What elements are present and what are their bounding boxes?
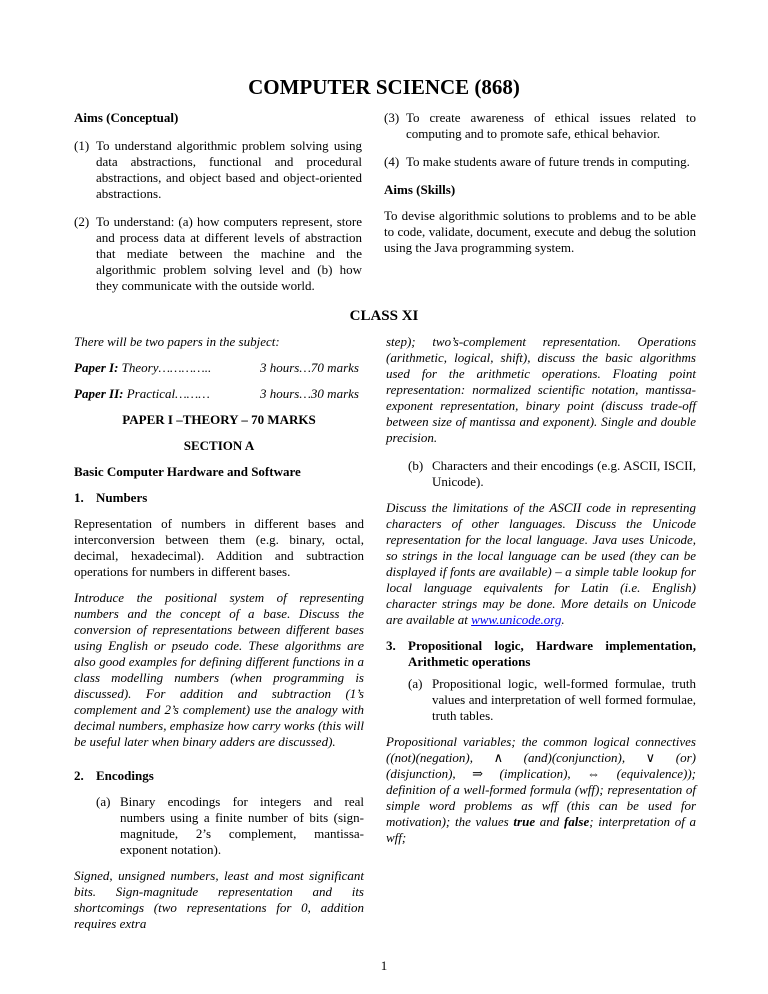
- topic-2a-note: Signed, unsigned numbers, least and most significant bits. Sign-magnitude representation and its shortcomings (two representations for 0, addition requires extra: [74, 868, 364, 931]
- topic-3a-note: [386, 734, 696, 846]
- aims-item-number: (3): [384, 110, 400, 125]
- topic-number: 3.: [386, 638, 396, 653]
- topic-3-heading: [386, 638, 696, 670]
- sub-text: Propositional logic, well-formed formulae, truth values and interpretation of well formed formulae, truth tables.: [432, 676, 696, 723]
- page-title: COMPUTER SCIENCE (868): [248, 75, 520, 99]
- paper-1-heading: PAPER I –THEORY – 70 MARKS: [122, 412, 316, 427]
- class-heading: CLASS XI: [349, 308, 419, 324]
- unicode-link[interactable]: www.unicode.org: [471, 612, 562, 627]
- topic-number: 1.: [74, 490, 84, 505]
- section-title: Basic Computer Hardware and Software: [74, 464, 301, 479]
- aims-item-3: [384, 110, 696, 142]
- paper-name: Practical………: [123, 386, 210, 401]
- aims-item-number: (2): [74, 214, 90, 229]
- topic-title: Numbers: [96, 490, 148, 505]
- aims-item-2: [74, 214, 362, 294]
- topic-2a: [96, 794, 364, 858]
- topic-2b: [408, 458, 696, 490]
- topic-title: Encodings: [96, 768, 154, 783]
- topic-2b-note: [386, 500, 696, 628]
- aims-item-text: To make students aware of future trends in computing.: [406, 154, 690, 169]
- paper-detail: 3 hours…70 marks: [260, 360, 359, 375]
- page-number: 1: [380, 958, 388, 973]
- aims-item-1: [74, 138, 362, 202]
- note-text: Propositional variables; the common logical connectives ((not)(negation), ∧ (and)(conjunction), ∨ (or)(disjunction), ⇒ (implication), ⇔ (equivalence)); definition of a well-formed formula (wff); representation of simple word problems as wff (this can be used for motivation); the values: [386, 734, 696, 829]
- paper-2-line: [74, 386, 364, 402]
- note-text: Discuss the limitations of the ASCII code in representing characters of other languages. Discuss the Unicode representation for the local language. Java uses Unicode, so strings in the local language can be used (they can be displayed if fonts are available) – a simple table lookup for local language equivalents for Latin (i.e. English) character strings may be done. More details on Unicode are available at: [386, 500, 696, 627]
- aims-conceptual-heading: Aims (Conceptual): [74, 110, 179, 125]
- aims-conceptual-column: [74, 110, 362, 294]
- topic-1-text: Representation of numbers in different bases and interconversion between them (e.g. binary, octal, decimal, hexadecimal). Addition and subtraction operations for numbers in different bases.: [74, 516, 364, 579]
- true-value: true: [513, 814, 536, 829]
- sub-label: (a): [408, 676, 423, 691]
- syllabus-left-column: [74, 334, 364, 932]
- section-heading: SECTION A: [183, 438, 255, 453]
- aims-item-number: (1): [74, 138, 90, 153]
- aims-skills-text: To devise algorithmic solutions to problems and to be able to code, validate, document, execute and debug the solution using the Java programming system.: [384, 208, 696, 255]
- false-value: false: [563, 814, 590, 829]
- topic-1-note: Introduce the positional system of representing numbers and the concept of a base. Discuss the conversion of representations between different bases using English or pseudo code. These algorithms are also good examples for defining different functions in a class modelling numbers (when programming is discussed). For addition and subtraction (1’s complement and 2’s complement) use the analogy with decimal numbers, emphasize how carry works (this will be useful later when binary adders are discussed).: [74, 590, 364, 749]
- aims-skills-heading: Aims (Skills): [384, 182, 456, 197]
- syllabus-right-column: [386, 334, 696, 846]
- sub-text: Characters and their encodings (e.g. ASCII, ISCII, Unicode).: [432, 458, 696, 489]
- note-text: ; interpretation of a wff;: [386, 814, 696, 845]
- topic-2-heading: [74, 768, 364, 784]
- topic-2a-note-continued: step); two’s-complement representation. Operations (arithmetic, logical, shift), discuss the basic algorithms used for the arithmetic operations. Floating point representation: normalized scientific notation, mantissa-exponent representation, binary point (discuss trade-off between size of mantissa and exponent). Single and double precision.: [386, 334, 696, 445]
- paper-label: Paper I:: [74, 360, 119, 375]
- sub-label: (a): [96, 794, 111, 809]
- aims-item-text: To understand: (a) how computers represent, store and process data at different levels of abstraction that mediate between the machine and the algorithmic problem solving level and (b) how they communicate with the outside world.: [96, 214, 362, 293]
- paper-label: Paper II:: [74, 386, 124, 401]
- papers-intro: There will be two papers in the subject:: [74, 334, 280, 349]
- topic-3a: [408, 676, 696, 724]
- sub-label: (b): [408, 458, 424, 473]
- topic-number: 2.: [74, 768, 84, 783]
- paper-detail: 3 hours…30 marks: [260, 386, 359, 401]
- sub-text: Binary encodings for integers and real numbers using a finite number of bits (sign-magnitude, 2’s complement, mantissa-exponent notation).: [120, 794, 364, 857]
- aims-right-column: [384, 110, 696, 256]
- topic-1-heading: [74, 490, 364, 506]
- note-end: .: [561, 612, 565, 627]
- aims-item-4: [384, 154, 696, 170]
- paper-1-line: [74, 360, 364, 376]
- aims-item-number: (4): [384, 154, 400, 169]
- aims-item-text: To understand algorithmic problem solving using data abstractions, functional and procedural abstractions, and object based and object-oriented abstractions.: [96, 138, 362, 201]
- paper-name: Theory…………..: [118, 360, 212, 375]
- topic-title: Propositional logic, Hardware implementation, Arithmetic operations: [408, 638, 696, 669]
- aims-item-text: To create awareness of ethical issues related to computing and to promote safe, ethical behavior.: [406, 110, 696, 141]
- note-text: and: [535, 814, 564, 829]
